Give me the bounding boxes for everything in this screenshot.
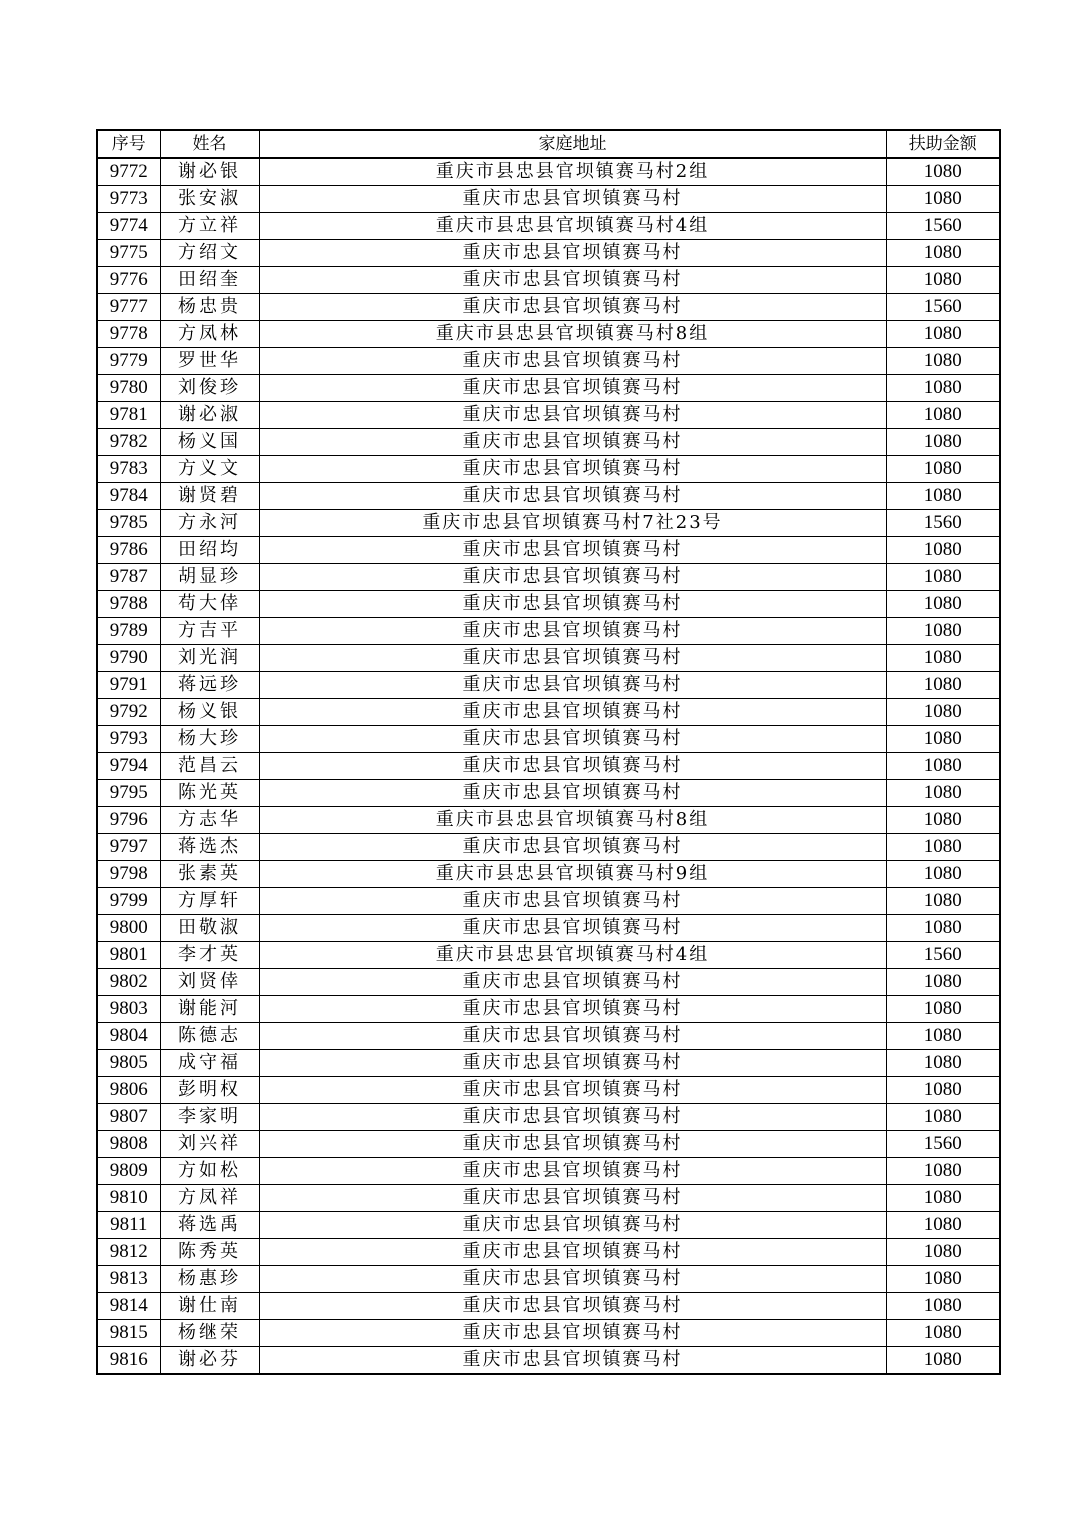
row-name-cell: 谢贤碧	[160, 483, 259, 510]
row-address-cell: 重庆市忠县官坝镇赛马村	[259, 1347, 886, 1375]
row-address-cell: 重庆市忠县官坝镇赛马村	[259, 1239, 886, 1266]
row-amount-cell: 1080	[886, 726, 1000, 753]
row-name-cell: 方凤祥	[160, 1185, 259, 1212]
header-seq: 序号	[97, 130, 160, 158]
row-name-cell: 谢仕南	[160, 1293, 259, 1320]
table-row	[97, 186, 1000, 213]
row-name-cell: 田敬淑	[160, 915, 259, 942]
row-seq-cell: 9780	[97, 375, 160, 402]
row-seq-cell: 9802	[97, 969, 160, 996]
row-name-cell: 田绍奎	[160, 267, 259, 294]
table-row	[97, 780, 1000, 807]
row-address-cell: 重庆市忠县官坝镇赛马村	[259, 294, 886, 321]
table-row	[97, 1293, 1000, 1320]
row-amount-cell: 1080	[886, 1023, 1000, 1050]
row-address-cell: 重庆市忠县官坝镇赛马村	[259, 240, 886, 267]
row-name-cell: 罗世华	[160, 348, 259, 375]
row-address-cell: 重庆市忠县官坝镇赛马村	[259, 483, 886, 510]
row-amount-cell: 1080	[886, 1104, 1000, 1131]
row-address-cell: 重庆市县忠县官坝镇赛马村4组	[259, 942, 886, 969]
row-seq-cell: 9809	[97, 1158, 160, 1185]
row-seq-cell: 9791	[97, 672, 160, 699]
row-address-cell: 重庆市忠县官坝镇赛马村	[259, 537, 886, 564]
row-amount-cell: 1080	[886, 348, 1000, 375]
table-row	[97, 888, 1000, 915]
table-row	[97, 726, 1000, 753]
row-amount-cell: 1080	[886, 158, 1000, 186]
row-seq-cell: 9812	[97, 1239, 160, 1266]
row-name-cell: 陈光英	[160, 780, 259, 807]
row-amount-cell: 1080	[886, 456, 1000, 483]
row-seq-cell: 9789	[97, 618, 160, 645]
row-name-cell: 杨大珍	[160, 726, 259, 753]
row-seq-cell: 9798	[97, 861, 160, 888]
row-name-cell: 方吉平	[160, 618, 259, 645]
header-name: 姓名	[160, 130, 259, 158]
row-address-cell: 重庆市忠县官坝镇赛马村	[259, 1266, 886, 1293]
table-row	[97, 645, 1000, 672]
row-name-cell: 胡显珍	[160, 564, 259, 591]
row-seq-cell: 9787	[97, 564, 160, 591]
row-name-cell: 刘贤倖	[160, 969, 259, 996]
table-row	[97, 267, 1000, 294]
row-amount-cell: 1080	[886, 753, 1000, 780]
row-seq-cell: 9807	[97, 1104, 160, 1131]
row-name-cell: 方绍文	[160, 240, 259, 267]
table-row	[97, 834, 1000, 861]
row-seq-cell: 9784	[97, 483, 160, 510]
row-seq-cell: 9793	[97, 726, 160, 753]
row-name-cell: 成守福	[160, 1050, 259, 1077]
row-amount-cell: 1080	[886, 1293, 1000, 1320]
row-address-cell: 重庆市忠县官坝镇赛马村	[259, 1023, 886, 1050]
row-seq-cell: 9772	[97, 158, 160, 186]
table-row	[97, 699, 1000, 726]
table-row	[97, 807, 1000, 834]
row-name-cell: 李才英	[160, 942, 259, 969]
row-seq-cell: 9779	[97, 348, 160, 375]
subsidy-table-container	[96, 129, 999, 1375]
row-seq-cell: 9813	[97, 1266, 160, 1293]
row-amount-cell: 1080	[886, 618, 1000, 645]
row-seq-cell: 9776	[97, 267, 160, 294]
row-amount-cell: 1080	[886, 591, 1000, 618]
row-name-cell: 刘俊珍	[160, 375, 259, 402]
row-amount-cell: 1080	[886, 969, 1000, 996]
row-seq-cell: 9794	[97, 753, 160, 780]
row-name-cell: 方志华	[160, 807, 259, 834]
table-row	[97, 1212, 1000, 1239]
row-amount-cell: 1560	[886, 510, 1000, 537]
row-amount-cell: 1560	[886, 1131, 1000, 1158]
row-address-cell: 重庆市忠县官坝镇赛马村	[259, 1212, 886, 1239]
table-row	[97, 1158, 1000, 1185]
row-name-cell: 谢必银	[160, 158, 259, 186]
row-address-cell: 重庆市县忠县官坝镇赛马村8组	[259, 321, 886, 348]
row-address-cell: 重庆市忠县官坝镇赛马村	[259, 834, 886, 861]
row-name-cell: 刘兴祥	[160, 1131, 259, 1158]
subsidy-table	[96, 129, 1001, 1375]
row-amount-cell: 1080	[886, 537, 1000, 564]
row-seq-cell: 9790	[97, 645, 160, 672]
row-name-cell: 张素英	[160, 861, 259, 888]
row-amount-cell: 1080	[886, 834, 1000, 861]
row-seq-cell: 9814	[97, 1293, 160, 1320]
row-seq-cell: 9800	[97, 915, 160, 942]
row-address-cell: 重庆市忠县官坝镇赛马村	[259, 1131, 886, 1158]
row-name-cell: 方凤林	[160, 321, 259, 348]
row-name-cell: 彭明权	[160, 1077, 259, 1104]
row-amount-cell: 1080	[886, 672, 1000, 699]
row-seq-cell: 9797	[97, 834, 160, 861]
row-name-cell: 方永河	[160, 510, 259, 537]
row-address-cell: 重庆市忠县官坝镇赛马村	[259, 1077, 886, 1104]
table-row	[97, 510, 1000, 537]
row-name-cell: 谢必芬	[160, 1347, 259, 1375]
row-address-cell: 重庆市忠县官坝镇赛马村	[259, 591, 886, 618]
row-amount-cell: 1080	[886, 402, 1000, 429]
row-address-cell: 重庆市县忠县官坝镇赛马村9组	[259, 861, 886, 888]
row-name-cell: 方厚轩	[160, 888, 259, 915]
row-seq-cell: 9795	[97, 780, 160, 807]
row-amount-cell: 1080	[886, 240, 1000, 267]
header-address: 家庭地址	[259, 130, 886, 158]
row-name-cell: 杨义国	[160, 429, 259, 456]
row-amount-cell: 1560	[886, 213, 1000, 240]
table-row	[97, 618, 1000, 645]
table-row	[97, 1347, 1000, 1375]
row-amount-cell: 1080	[886, 1239, 1000, 1266]
table-row	[97, 456, 1000, 483]
row-amount-cell: 1080	[886, 807, 1000, 834]
row-name-cell: 刘光润	[160, 645, 259, 672]
row-address-cell: 重庆市忠县官坝镇赛马村	[259, 186, 886, 213]
table-row	[97, 1077, 1000, 1104]
row-address-cell: 重庆市忠县官坝镇赛马村	[259, 375, 886, 402]
table-row	[97, 1023, 1000, 1050]
table-row	[97, 591, 1000, 618]
table-row	[97, 158, 1000, 186]
table-row	[97, 672, 1000, 699]
table-body	[97, 158, 1000, 1374]
row-amount-cell: 1080	[886, 321, 1000, 348]
row-address-cell: 重庆市忠县官坝镇赛马村	[259, 780, 886, 807]
row-amount-cell: 1080	[886, 861, 1000, 888]
row-seq-cell: 9810	[97, 1185, 160, 1212]
row-address-cell: 重庆市忠县官坝镇赛马村	[259, 267, 886, 294]
row-address-cell: 重庆市忠县官坝镇赛马村	[259, 915, 886, 942]
row-amount-cell: 1080	[886, 996, 1000, 1023]
row-seq-cell: 9799	[97, 888, 160, 915]
table-row	[97, 969, 1000, 996]
row-seq-cell: 9806	[97, 1077, 160, 1104]
row-seq-cell: 9775	[97, 240, 160, 267]
row-seq-cell: 9803	[97, 996, 160, 1023]
row-seq-cell: 9815	[97, 1320, 160, 1347]
row-name-cell: 杨继荣	[160, 1320, 259, 1347]
row-address-cell: 重庆市县忠县官坝镇赛马村2组	[259, 158, 886, 186]
row-address-cell: 重庆市忠县官坝镇赛马村	[259, 1158, 886, 1185]
row-name-cell: 杨忠贵	[160, 294, 259, 321]
row-amount-cell: 1080	[886, 1077, 1000, 1104]
row-amount-cell: 1080	[886, 1266, 1000, 1293]
row-address-cell: 重庆市忠县官坝镇赛马村	[259, 1320, 886, 1347]
row-seq-cell: 9792	[97, 699, 160, 726]
table-row	[97, 1266, 1000, 1293]
row-address-cell: 重庆市县忠县官坝镇赛马村8组	[259, 807, 886, 834]
row-amount-cell: 1080	[886, 915, 1000, 942]
row-amount-cell: 1080	[886, 1212, 1000, 1239]
row-seq-cell: 9777	[97, 294, 160, 321]
row-seq-cell: 9778	[97, 321, 160, 348]
row-address-cell: 重庆市忠县官坝镇赛马村	[259, 429, 886, 456]
table-row	[97, 483, 1000, 510]
row-amount-cell: 1080	[886, 1185, 1000, 1212]
row-address-cell: 重庆市县忠县官坝镇赛马村4组	[259, 213, 886, 240]
row-seq-cell: 9801	[97, 942, 160, 969]
row-name-cell: 田绍均	[160, 537, 259, 564]
row-name-cell: 范昌云	[160, 753, 259, 780]
row-amount-cell: 1080	[886, 1347, 1000, 1375]
row-name-cell: 陈德志	[160, 1023, 259, 1050]
row-name-cell: 谢必淑	[160, 402, 259, 429]
table-row	[97, 402, 1000, 429]
row-name-cell: 蒋选禹	[160, 1212, 259, 1239]
table-row	[97, 1104, 1000, 1131]
table-row	[97, 564, 1000, 591]
row-amount-cell: 1080	[886, 186, 1000, 213]
row-address-cell: 重庆市忠县官坝镇赛马村	[259, 699, 886, 726]
row-seq-cell: 9804	[97, 1023, 160, 1050]
table-row	[97, 915, 1000, 942]
row-address-cell: 重庆市忠县官坝镇赛马村	[259, 348, 886, 375]
table-row	[97, 1131, 1000, 1158]
row-name-cell: 陈秀英	[160, 1239, 259, 1266]
row-address-cell: 重庆市忠县官坝镇赛马村	[259, 564, 886, 591]
row-address-cell: 重庆市忠县官坝镇赛马村	[259, 1104, 886, 1131]
row-name-cell: 蒋选杰	[160, 834, 259, 861]
table-row	[97, 375, 1000, 402]
row-seq-cell: 9786	[97, 537, 160, 564]
row-amount-cell: 1080	[886, 1050, 1000, 1077]
row-name-cell: 苟大倖	[160, 591, 259, 618]
row-address-cell: 重庆市忠县官坝镇赛马村	[259, 996, 886, 1023]
row-seq-cell: 9785	[97, 510, 160, 537]
row-seq-cell: 9796	[97, 807, 160, 834]
row-address-cell: 重庆市忠县官坝镇赛马村	[259, 753, 886, 780]
row-seq-cell: 9782	[97, 429, 160, 456]
row-address-cell: 重庆市忠县官坝镇赛马村	[259, 1293, 886, 1320]
row-seq-cell: 9811	[97, 1212, 160, 1239]
row-amount-cell: 1080	[886, 888, 1000, 915]
row-address-cell: 重庆市忠县官坝镇赛马村	[259, 1050, 886, 1077]
row-seq-cell: 9773	[97, 186, 160, 213]
row-amount-cell: 1080	[886, 1158, 1000, 1185]
row-seq-cell: 9805	[97, 1050, 160, 1077]
row-name-cell: 方如松	[160, 1158, 259, 1185]
table-row	[97, 240, 1000, 267]
row-amount-cell: 1560	[886, 294, 1000, 321]
table-row	[97, 429, 1000, 456]
table-row	[97, 1050, 1000, 1077]
row-amount-cell: 1080	[886, 429, 1000, 456]
table-row	[97, 348, 1000, 375]
table-row	[97, 1320, 1000, 1347]
row-amount-cell: 1080	[886, 267, 1000, 294]
row-amount-cell: 1080	[886, 780, 1000, 807]
row-seq-cell: 9781	[97, 402, 160, 429]
row-amount-cell: 1080	[886, 375, 1000, 402]
row-seq-cell: 9816	[97, 1347, 160, 1375]
row-name-cell: 杨义银	[160, 699, 259, 726]
row-name-cell: 谢能河	[160, 996, 259, 1023]
table-row	[97, 861, 1000, 888]
row-address-cell: 重庆市忠县官坝镇赛马村	[259, 456, 886, 483]
row-address-cell: 重庆市忠县官坝镇赛马村	[259, 672, 886, 699]
table-row	[97, 294, 1000, 321]
row-amount-cell: 1080	[886, 1320, 1000, 1347]
table-header	[97, 130, 1000, 158]
row-address-cell: 重庆市忠县官坝镇赛马村	[259, 645, 886, 672]
row-amount-cell: 1080	[886, 645, 1000, 672]
row-name-cell: 张安淑	[160, 186, 259, 213]
table-row	[97, 1185, 1000, 1212]
row-address-cell: 重庆市忠县官坝镇赛马村7社23号	[259, 510, 886, 537]
row-seq-cell: 9774	[97, 213, 160, 240]
row-amount-cell: 1080	[886, 483, 1000, 510]
row-seq-cell: 9808	[97, 1131, 160, 1158]
row-seq-cell: 9788	[97, 591, 160, 618]
row-address-cell: 重庆市忠县官坝镇赛马村	[259, 969, 886, 996]
row-name-cell: 李家明	[160, 1104, 259, 1131]
row-name-cell: 方义文	[160, 456, 259, 483]
row-seq-cell: 9783	[97, 456, 160, 483]
row-address-cell: 重庆市忠县官坝镇赛马村	[259, 618, 886, 645]
header-row	[97, 130, 1000, 158]
table-row	[97, 1239, 1000, 1266]
header-amount: 扶助金额	[886, 130, 1000, 158]
table-row	[97, 321, 1000, 348]
row-name-cell: 蒋远珍	[160, 672, 259, 699]
table-row	[97, 753, 1000, 780]
row-address-cell: 重庆市忠县官坝镇赛马村	[259, 726, 886, 753]
row-name-cell: 方立祥	[160, 213, 259, 240]
table-row	[97, 942, 1000, 969]
row-amount-cell: 1080	[886, 699, 1000, 726]
row-amount-cell: 1080	[886, 564, 1000, 591]
table-row	[97, 996, 1000, 1023]
table-row	[97, 537, 1000, 564]
row-address-cell: 重庆市忠县官坝镇赛马村	[259, 1185, 886, 1212]
row-amount-cell: 1560	[886, 942, 1000, 969]
row-address-cell: 重庆市忠县官坝镇赛马村	[259, 888, 886, 915]
row-address-cell: 重庆市忠县官坝镇赛马村	[259, 402, 886, 429]
row-name-cell: 杨惠珍	[160, 1266, 259, 1293]
table-row	[97, 213, 1000, 240]
